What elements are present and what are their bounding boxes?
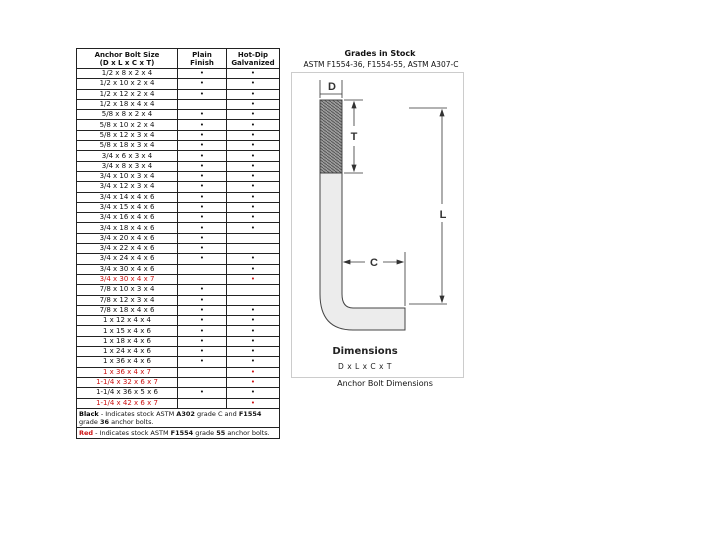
cell-plain-finish: •: [178, 285, 227, 295]
diagram-caption: Anchor Bolt Dimensions: [337, 379, 433, 388]
cell-hot-dip-galvanized: •: [227, 264, 280, 274]
cell-hot-dip-galvanized: •: [227, 69, 280, 79]
cell-size: 5/8 x 8 x 2 x 4: [77, 110, 178, 120]
legend-black-text-c: grade: [79, 417, 100, 426]
cell-plain-finish: [178, 99, 227, 109]
cell-hot-dip-galvanized: •: [227, 192, 280, 202]
legend-red: [77, 427, 280, 438]
table-row: [77, 161, 280, 171]
cell-size: 3/4 x 22 x 4 x 6: [77, 244, 178, 254]
table-row: [77, 388, 280, 398]
cell-plain-finish: •: [178, 192, 227, 202]
cell-hot-dip-galvanized: •: [227, 213, 280, 223]
cell-size: 3/4 x 18 x 4 x 6: [77, 223, 178, 233]
cell-hot-dip-galvanized: •: [227, 347, 280, 357]
cell-hot-dip-galvanized: •: [227, 377, 280, 387]
dim-label-l: L: [439, 209, 447, 221]
header-galvanized-label: Hot-Dip Galvanized: [231, 50, 275, 67]
table-row: [77, 274, 280, 284]
cell-plain-finish: •: [178, 305, 227, 315]
table-row: [77, 130, 280, 140]
table-row: [77, 316, 280, 326]
cell-hot-dip-galvanized: •: [227, 99, 280, 109]
legend-black-text-d: anchor bolts.: [109, 417, 154, 426]
grades-title: Grades in Stock: [344, 49, 416, 58]
cell-hot-dip-galvanized: •: [227, 398, 280, 408]
cell-hot-dip-galvanized: •: [227, 202, 280, 212]
cell-size: 3/4 x 30 x 4 x 7: [77, 274, 178, 284]
cell-size: 3/4 x 15 x 4 x 6: [77, 202, 178, 212]
cell-size: 1 x 24 x 4 x 6: [77, 347, 178, 357]
table-row: [77, 141, 280, 151]
legend-red-text: - Indicates stock ASTM: [93, 428, 171, 437]
cell-hot-dip-galvanized: •: [227, 89, 280, 99]
table-row: [77, 357, 280, 367]
cell-plain-finish: •: [178, 161, 227, 171]
header-galvanized: [227, 49, 280, 69]
cell-hot-dip-galvanized: •: [227, 141, 280, 151]
table-row: [77, 202, 280, 212]
cell-hot-dip-galvanized: •: [227, 254, 280, 264]
cell-hot-dip-galvanized: [227, 244, 280, 254]
bolt-thread: [320, 100, 342, 173]
cell-plain-finish: [178, 377, 227, 387]
legend-red-spec: F1554: [170, 428, 194, 437]
cell-hot-dip-galvanized: •: [227, 316, 280, 326]
cell-plain-finish: •: [178, 110, 227, 120]
diagram-frame: [292, 73, 464, 378]
table-row: [77, 213, 280, 223]
cell-hot-dip-galvanized: •: [227, 151, 280, 161]
anchor-bolt-diagram: [291, 72, 464, 378]
cell-plain-finish: •: [178, 151, 227, 161]
cell-plain-finish: •: [178, 388, 227, 398]
cell-size: 5/8 x 10 x 2 x 4: [77, 120, 178, 130]
cell-size: 1 x 36 x 4 x 7: [77, 367, 178, 377]
legend-black: [77, 408, 280, 427]
cell-plain-finish: •: [178, 223, 227, 233]
table-row: [77, 182, 280, 192]
cell-plain-finish: •: [178, 244, 227, 254]
cell-plain-finish: •: [178, 171, 227, 181]
legend-red-text-b: grade: [193, 428, 217, 437]
cell-size: 7/8 x 12 x 3 x 4: [77, 295, 178, 305]
cell-size: 1 x 12 x 4 x 4: [77, 316, 178, 326]
dimensions-title: Dimensions: [332, 346, 398, 357]
cell-hot-dip-galvanized: •: [227, 130, 280, 140]
cell-hot-dip-galvanized: •: [227, 336, 280, 346]
cell-size: 1/2 x 10 x 2 x 4: [77, 79, 178, 89]
cell-plain-finish: •: [178, 357, 227, 367]
cell-size: 3/4 x 30 x 4 x 6: [77, 264, 178, 274]
table-row: [77, 79, 280, 89]
cell-plain-finish: •: [178, 326, 227, 336]
cell-plain-finish: •: [178, 295, 227, 305]
cell-hot-dip-galvanized: [227, 295, 280, 305]
cell-hot-dip-galvanized: •: [227, 274, 280, 284]
cell-size: 7/8 x 10 x 3 x 4: [77, 285, 178, 295]
cell-size: 5/8 x 18 x 3 x 4: [77, 141, 178, 151]
cell-size: 1 x 15 x 4 x 6: [77, 326, 178, 336]
cell-hot-dip-galvanized: •: [227, 223, 280, 233]
cell-plain-finish: •: [178, 336, 227, 346]
cell-hot-dip-galvanized: •: [227, 326, 280, 336]
legend-black-grade: 36: [99, 417, 110, 426]
cell-size: 3/4 x 24 x 4 x 6: [77, 254, 178, 264]
cell-size: 1/2 x 12 x 2 x 4: [77, 89, 178, 99]
legend-row-black: [77, 408, 280, 427]
cell-size: 3/4 x 6 x 3 x 4: [77, 151, 178, 161]
cell-hot-dip-galvanized: •: [227, 110, 280, 120]
table-row: [77, 254, 280, 264]
cell-plain-finish: •: [178, 254, 227, 264]
anchor-bolt-table: [76, 48, 280, 439]
cell-plain-finish: •: [178, 79, 227, 89]
cell-plain-finish: •: [178, 69, 227, 79]
legend-black-text-b: grade C and: [194, 409, 239, 418]
table-header-row: [77, 49, 280, 69]
cell-hot-dip-galvanized: •: [227, 161, 280, 171]
cell-plain-finish: [178, 274, 227, 284]
cell-hot-dip-galvanized: •: [227, 79, 280, 89]
cell-plain-finish: [178, 367, 227, 377]
legend-black-text: - Indicates stock ASTM: [98, 409, 177, 418]
table-row: [77, 264, 280, 274]
cell-hot-dip-galvanized: •: [227, 182, 280, 192]
cell-size: 1 x 36 x 4 x 6: [77, 357, 178, 367]
table-row: [77, 69, 280, 79]
table-row: [77, 295, 280, 305]
cell-plain-finish: •: [178, 316, 227, 326]
cell-hot-dip-galvanized: [227, 233, 280, 243]
cell-plain-finish: •: [178, 347, 227, 357]
cell-hot-dip-galvanized: •: [227, 367, 280, 377]
legend-red-label: Red: [79, 428, 94, 437]
table-row: [77, 233, 280, 243]
dimensions-formula: D x L x C x T: [338, 362, 392, 371]
cell-size: 3/4 x 20 x 4 x 6: [77, 233, 178, 243]
table-row: [77, 223, 280, 233]
cell-plain-finish: [178, 398, 227, 408]
cell-size: 3/4 x 14 x 4 x 6: [77, 192, 178, 202]
header-size-label: Anchor Bolt Size (D x L x C x T): [94, 50, 160, 67]
cell-plain-finish: •: [178, 130, 227, 140]
cell-size: 3/4 x 12 x 3 x 4: [77, 182, 178, 192]
table-row: [77, 244, 280, 254]
cell-size: 3/4 x 8 x 3 x 4: [77, 161, 178, 171]
cell-size: 1-1/4 x 36 x 5 x 6: [77, 388, 178, 398]
header-plain: [178, 49, 227, 69]
table-row: [77, 367, 280, 377]
cell-plain-finish: •: [178, 141, 227, 151]
legend-black-spec2: F1554: [238, 409, 262, 418]
legend-red-grade: 55: [216, 428, 226, 437]
cell-plain-finish: •: [178, 89, 227, 99]
cell-size: 1-1/4 x 42 x 6 x 7: [77, 398, 178, 408]
table-row: [77, 89, 280, 99]
cell-plain-finish: •: [178, 202, 227, 212]
dim-label-c: C: [370, 257, 378, 269]
cell-plain-finish: [178, 264, 227, 274]
legend-red-text-c: anchor bolts.: [225, 428, 270, 437]
legend-black-label: Black: [79, 409, 99, 418]
table-row: [77, 151, 280, 161]
cell-hot-dip-galvanized: •: [227, 388, 280, 398]
cell-size: 7/8 x 18 x 4 x 6: [77, 305, 178, 315]
table-row: [77, 171, 280, 181]
cell-size: 1/2 x 8 x 2 x 4: [77, 69, 178, 79]
cell-hot-dip-galvanized: [227, 285, 280, 295]
table-row: [77, 120, 280, 130]
header-size: [77, 49, 178, 69]
cell-hot-dip-galvanized: •: [227, 305, 280, 315]
table-row: [77, 336, 280, 346]
legend-black-spec: A302: [176, 409, 195, 418]
table-row: [77, 326, 280, 336]
cell-size: 3/4 x 16 x 4 x 6: [77, 213, 178, 223]
table-row: [77, 192, 280, 202]
table-row: [77, 305, 280, 315]
table-row: [77, 398, 280, 408]
cell-size: 5/8 x 12 x 3 x 4: [77, 130, 178, 140]
cell-plain-finish: •: [178, 182, 227, 192]
cell-plain-finish: •: [178, 120, 227, 130]
cell-plain-finish: •: [178, 233, 227, 243]
legend-row-red: [77, 427, 280, 438]
cell-hot-dip-galvanized: •: [227, 120, 280, 130]
cell-size: 1-1/4 x 32 x 6 x 7: [77, 377, 178, 387]
table-row: [77, 347, 280, 357]
dim-label-t: T: [350, 131, 358, 143]
table-row: [77, 110, 280, 120]
cell-plain-finish: •: [178, 213, 227, 223]
cell-hot-dip-galvanized: •: [227, 357, 280, 367]
cell-size: 1/2 x 18 x 4 x 4: [77, 99, 178, 109]
grades-list: ASTM F1554-36, F1554-55, ASTM A307-C: [303, 60, 459, 69]
cell-size: 3/4 x 10 x 3 x 4: [77, 171, 178, 181]
dim-label-d: D: [328, 81, 336, 93]
table-row: [77, 377, 280, 387]
header-plain-label: Plain Finish: [190, 50, 214, 67]
cell-size: 1 x 18 x 4 x 6: [77, 336, 178, 346]
table-row: [77, 99, 280, 109]
cell-hot-dip-galvanized: •: [227, 171, 280, 181]
table-row: [77, 285, 280, 295]
